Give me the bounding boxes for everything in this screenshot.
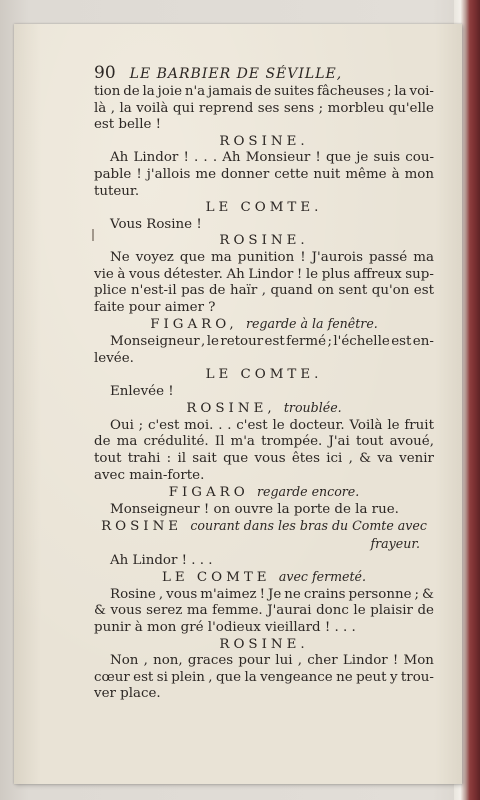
stage-direction: troublée. [283,400,342,416]
text-line: là , la voilà qui reprend ses sens ; morbleu qu'elle [94,100,434,116]
text-line: Rosine , vous m'aimez ! Je ne crains personne ; & [110,586,434,602]
speaker-heading [94,233,434,250]
speaker-name: ROSINE. [219,233,309,249]
page-header [94,64,434,83]
text-line: Vous Rosine ! [110,216,202,232]
speaker-name: LE COMTE. [205,367,323,383]
speaker-heading [94,484,434,502]
running-head: LE BARBIER DE SÉVILLE, [129,66,343,82]
speaker-name: LE COMTE [161,570,271,586]
text-line: Ah Lindor ! . . . [110,552,213,568]
speaker-heading [94,637,434,654]
text-line: Enlevée ! [110,383,174,399]
speaker-name: ROSINE. [219,636,309,652]
speaker-heading [94,569,434,587]
stage-direction: regarde à la fenêtre. [245,316,378,332]
text-line: de ma crédulité. Il m'a trompée. J'ai tout avoué, [94,434,434,450]
speaker-heading [94,134,434,151]
text-line: tout trahi : il sait que vous êtes ici , & va venir [94,451,434,467]
play-text-body [94,84,434,703]
speaker-heading [94,316,434,334]
text-line: ver place. [94,686,161,702]
text-line: Non , non, graces pour lui , cher Lindor ! Mon [110,653,434,669]
speaker-name: LE COMTE. [205,200,323,216]
stage-direction: courant dans les bras du Comte avec [190,518,427,534]
text-line: levée. [94,350,134,366]
speaker-name: ROSINE [101,519,183,535]
stage-direction: avec fermeté. [278,569,367,585]
text-line: punir à mon gré l'odieux vieillard ! . . . [94,620,356,635]
stage-direction-continued: frayeur. [370,536,420,552]
text-line: Monseigneur , le retour est fermé ; l'échelle est en- [110,333,434,349]
text-line: cœur est si plein , que la vengeance ne peut y trou- [94,669,434,685]
text-line: vie à vous détester. Ah Lindor ! le plus affreux sup- [94,266,434,282]
text-line: Monseigneur ! on ouvre la porte de la rue. [110,501,399,517]
page-text [94,64,434,703]
speaker-heading [94,367,434,384]
text-line: faite pour aimer ? [94,299,216,315]
text-line: Oui ; c'est moi. . . c'est le docteur. Voilà le fruit [110,417,434,433]
text-line: Ah Lindor ! . . . Ah Monsieur ! que je suis cou- [110,150,434,166]
text-line: & vous serez ma femme. J'aurai donc le plaisir de [94,603,434,619]
text-line: tuteur. [94,183,140,199]
speaker-heading [94,200,434,217]
text-line: est belle ! [94,117,162,133]
speaker-name: ROSINE. [219,133,309,149]
text-line: pable ! j'allois me donner cette nuit même à mon [94,166,434,182]
text-line: tion de la joie n'a jamais de suites fâcheuses ; la voi- [94,84,434,99]
speaker-name: ROSINE, [186,401,276,417]
text-line: plice n'est-il pas de haïr , quand on sent qu'on est [94,283,434,299]
speaker-name: FIGARO, [150,317,238,333]
speaker-heading [94,400,434,418]
speaker-name: FIGARO [168,485,249,501]
speaker-heading [94,518,434,536]
text-line: Ne voyez que ma punition ! J'aurois passé ma [110,249,434,265]
stage-direction: regarde encore. [257,484,360,500]
text-line: avec main-forte. [94,467,205,483]
page-number: 90 [94,63,116,83]
